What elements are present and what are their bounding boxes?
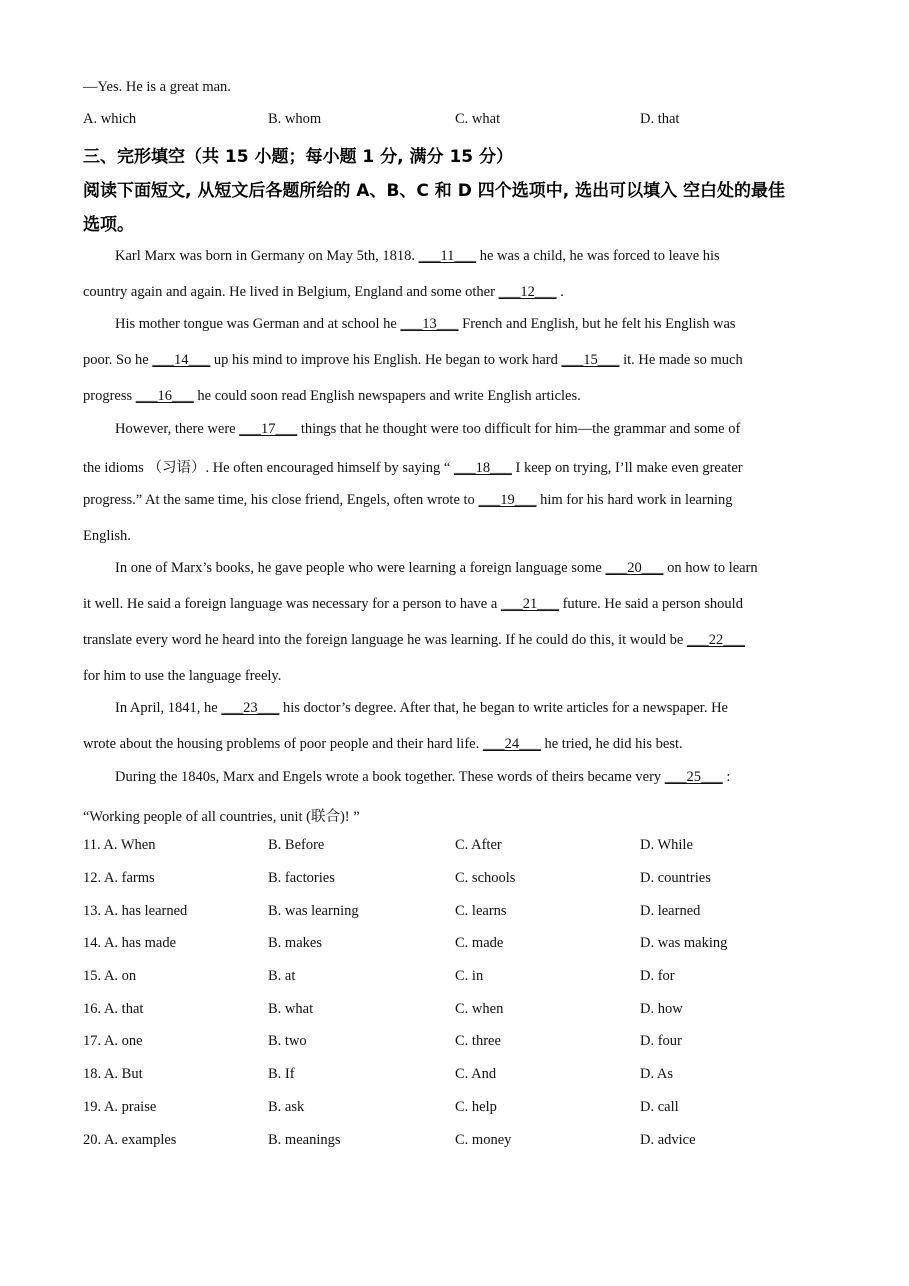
question-17-option-d: D. four bbox=[640, 1033, 682, 1049]
blank-23: ___23___ bbox=[221, 700, 280, 716]
question-20-option-d: D. advice bbox=[640, 1132, 696, 1148]
question-20-option-b: B. meanings bbox=[268, 1132, 341, 1148]
question-16-option-d: D. how bbox=[640, 1001, 683, 1017]
section-instruction: 阅读下面短文, 从短文后各题所给的 A、B、C 和 D 四个选项中, 选出可以填入 空白处的最佳 bbox=[83, 181, 786, 201]
question-19-option-d: D. call bbox=[640, 1099, 679, 1115]
question-12-option-b: B. factories bbox=[268, 870, 335, 886]
question-14-option-c: C. made bbox=[455, 935, 504, 951]
question-18-option-a: 18. A. But bbox=[83, 1066, 143, 1082]
question-18-option-c: C. And bbox=[455, 1066, 497, 1082]
question-14-option-b: B. makes bbox=[268, 935, 322, 951]
question-12-option-d: D. countries bbox=[640, 870, 711, 886]
blank-25: ___25___ bbox=[664, 769, 723, 785]
prev-option-c: C. what bbox=[455, 111, 501, 127]
question-19-option-b: B. ask bbox=[268, 1099, 305, 1115]
question-13-option-a: 13. A. has learned bbox=[83, 903, 188, 919]
passage-line: His mother tongue was German and at school he ___13___ French and English, but he felt his English was bbox=[115, 316, 736, 332]
question-16-option-a: 16. A. that bbox=[83, 1001, 144, 1017]
passage-line: Karl Marx was born in Germany on May 5th, 1818. ___11___ he was a child, he was forced to leave his bbox=[115, 248, 720, 264]
passage-line: During the 1840s, Marx and Engels wrote a book together. These words of theirs became very ___25___ : bbox=[115, 769, 731, 785]
question-16-option-c: C. when bbox=[455, 1001, 504, 1017]
question-19-option-c: C. help bbox=[455, 1099, 497, 1115]
blank-11: ___11___ bbox=[418, 248, 477, 264]
prev-answer-line: —Yes. He is a great man. bbox=[83, 79, 231, 95]
blank-12: ___12___ bbox=[498, 284, 557, 300]
question-17-option-b: B. two bbox=[268, 1033, 307, 1049]
section-instruction-cont: 选项。 bbox=[83, 215, 134, 235]
question-17-option-c: C. three bbox=[455, 1033, 501, 1049]
question-14-option-a: 14. A. has made bbox=[83, 935, 177, 951]
passage-line: wrote about the housing problems of poor people and their hard life. ___24___ he tried, he did his best. bbox=[83, 736, 683, 752]
passage-line: In April, 1841, he ___23___ his doctor’s degree. After that, he began to write articles for a newspaper. He bbox=[115, 700, 728, 716]
passage-line: country again and again. He lived in Belgium, England and some other ___12___ . bbox=[83, 284, 564, 300]
passage-line: progress.” At the same time, his close friend, Engels, often wrote to ___19___ him for his hard work in learning bbox=[83, 492, 733, 508]
question-20-option-a: 20. A. examples bbox=[83, 1132, 177, 1148]
blank-17: ___17___ bbox=[239, 421, 298, 437]
blank-14: ___14___ bbox=[152, 352, 211, 368]
blank-15: ___15___ bbox=[561, 352, 620, 368]
question-11-option-d: D. While bbox=[640, 837, 693, 853]
question-13-option-c: C. learns bbox=[455, 903, 507, 919]
question-17-option-a: 17. A. one bbox=[83, 1033, 143, 1049]
section-title: 三、完形填空（共 15 小题；每小题 1 分, 满分 15 分） bbox=[83, 147, 514, 167]
passage-line: English. bbox=[83, 528, 131, 544]
passage-line: translate every word he heard into the foreign language he was learning. If he could do this, it would be ___22___ bbox=[83, 632, 745, 648]
question-20-option-c: C. money bbox=[455, 1132, 512, 1148]
blank-19: ___19___ bbox=[478, 492, 537, 508]
passage-line: it well. He said a foreign language was necessary for a person to have a ___21___ future. He said a person should bbox=[83, 596, 743, 612]
passage-line: In one of Marx’s books, he gave people who were learning a foreign language some ___20___ on how to learn bbox=[115, 560, 758, 576]
question-13-option-d: D. learned bbox=[640, 903, 701, 919]
question-18-option-b: B. If bbox=[268, 1066, 295, 1082]
question-18-option-d: D. As bbox=[640, 1066, 674, 1082]
passage-line: for him to use the language freely. bbox=[83, 668, 282, 684]
question-12-option-c: C. schools bbox=[455, 870, 516, 886]
question-15-option-b: B. at bbox=[268, 968, 296, 984]
blank-13: ___13___ bbox=[400, 316, 459, 332]
question-12-option-a: 12. A. farms bbox=[83, 870, 155, 886]
passage-line: progress ___16___ he could soon read English newspapers and write English articles. bbox=[83, 388, 581, 404]
passage-line: However, there were ___17___ things that he thought were too difficult for him—the grammar and some of bbox=[115, 421, 741, 437]
passage-line: poor. So he ___14___ up his mind to improve his English. He began to work hard ___15___ it. He made so much bbox=[83, 352, 743, 368]
prev-option-d: D. that bbox=[640, 111, 680, 127]
question-13-option-b: B. was learning bbox=[268, 903, 359, 919]
blank-21: ___21___ bbox=[500, 596, 559, 612]
question-11-option-c: C. After bbox=[455, 837, 502, 853]
question-11-option-b: B. Before bbox=[268, 837, 325, 853]
blank-18: ___18___ bbox=[453, 460, 512, 476]
question-14-option-d: D. was making bbox=[640, 935, 728, 951]
passage-line: “Working people of all countries, unit (联合)! ” bbox=[83, 809, 360, 825]
question-16-option-b: B. what bbox=[268, 1001, 314, 1017]
question-15-option-a: 15. A. on bbox=[83, 968, 137, 984]
question-19-option-a: 19. A. praise bbox=[83, 1099, 157, 1115]
blank-20: ___20___ bbox=[605, 560, 664, 576]
question-11-option-a: 11. A. When bbox=[83, 837, 156, 853]
blank-22: ___22___ bbox=[686, 632, 745, 648]
prev-option-b: B. whom bbox=[268, 111, 322, 127]
blank-24: ___24___ bbox=[482, 736, 541, 752]
passage-line: the idioms （习语）. He often encouraged himself by saying “ ___18___ I keep on trying, I’ll make even greater bbox=[83, 460, 743, 476]
prev-option-a: A. which bbox=[83, 111, 137, 127]
blank-16: ___16___ bbox=[135, 388, 194, 404]
question-15-option-c: C. in bbox=[455, 968, 484, 984]
question-15-option-d: D. for bbox=[640, 968, 675, 984]
